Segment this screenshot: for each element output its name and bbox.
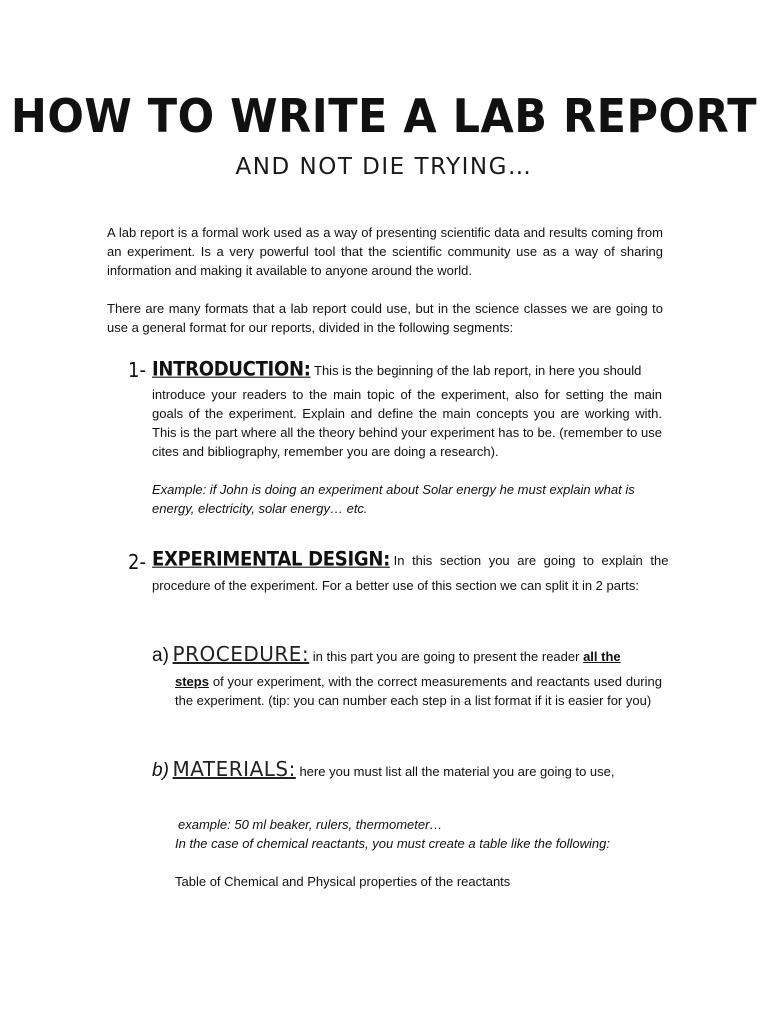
procedure-bold-part1: all the bbox=[583, 649, 621, 664]
procedure-heading: PROCEDURE: bbox=[172, 642, 310, 666]
section-2-heading-line bbox=[152, 547, 669, 572]
materials-example: example: 50 ml beaker, rulers, thermometer… bbox=[178, 817, 443, 832]
materials-lead: here you must list all the material you are going to use, bbox=[299, 764, 615, 779]
section-1-heading-line bbox=[152, 357, 642, 382]
materials-heading-line bbox=[152, 757, 615, 781]
intro-paragraph-2: There are many formats that a lab report could use, but in the science classes we are going to use a general format for our reports, divided in the following segments: bbox=[107, 301, 663, 335]
experimental-design-heading: EXPERIMENTAL DESIGN: bbox=[152, 547, 390, 572]
procedure-bold-part2: steps bbox=[175, 674, 209, 689]
materials-letter: b) bbox=[152, 760, 169, 781]
procedure-body bbox=[175, 672, 662, 710]
section-1-number: 1- bbox=[128, 358, 146, 382]
section-2-number: 2- bbox=[128, 550, 146, 574]
intro-paragraph-1: A lab report is a formal work used as a way of presenting scientific data and results coming from an experiment. Is a very powerful tool that the scientific community use as a way of sharing information and making it available to anyone around the world. bbox=[107, 225, 663, 278]
materials-heading: MATERIALS: bbox=[172, 757, 296, 781]
design-lead: In this section you are going to explain the bbox=[393, 553, 669, 568]
procedure-lead: in this part you are going to present the reader bbox=[312, 649, 580, 664]
materials-note: In the case of chemical reactants, you must create a table like the following: bbox=[175, 836, 611, 851]
procedure-heading-line bbox=[152, 642, 621, 666]
table-caption: Table of Chemical and Physical properties of the reactants bbox=[175, 874, 511, 889]
design-body: procedure of the experiment. For a better use of this section we can split it in 2 parts: bbox=[152, 578, 640, 593]
introduction-heading: INTRODUCTION: bbox=[152, 357, 311, 382]
introduction-lead: This is the beginning of the lab report, in here you should bbox=[314, 363, 642, 378]
page-subtitle: AND NOT DIE TRYING… bbox=[235, 154, 533, 180]
procedure-letter: a) bbox=[152, 645, 169, 666]
introduction-example: Example: if John is doing an experiment about Solar energy he must explain what is energy, electricity, solar energy… etc. bbox=[152, 482, 635, 516]
procedure-body-text: of your experiment, with the correct measurements and reactants used during the experiment. (tip: you can number each step in a list format if it is easier for you) bbox=[175, 674, 662, 708]
page-title: HOW TO WRITE A LAB REPORT bbox=[10, 90, 758, 144]
introduction-body: introduce your readers to the main topic of the experiment, also for setting the main goals of the experiment. Explain and define the main concepts you are working with. This is the part where all the theory behind your experiment has to be. (remember to use cites and bibliography, remember you are doing a research). bbox=[152, 387, 662, 459]
